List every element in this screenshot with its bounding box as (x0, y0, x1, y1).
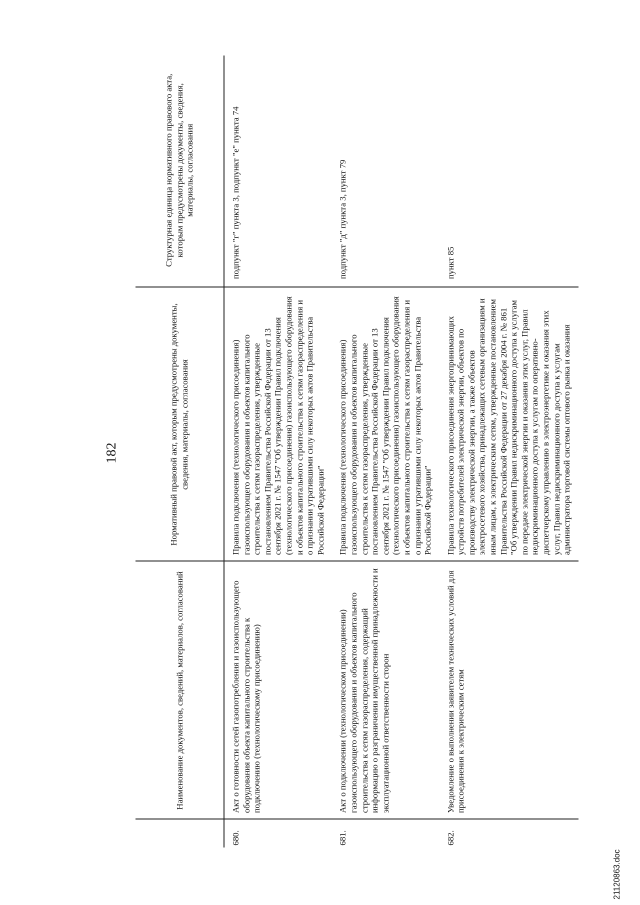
header-normative-act: Нормативный правовой акт, которым предусмотрены документы, сведения, материалы, согласования (135, 287, 224, 561)
row-number: 682. (444, 829, 455, 845)
row-number: 680. (230, 829, 240, 845)
row-number: 681. (337, 829, 348, 845)
page-number: 182 (104, 442, 119, 463)
row-document-name: Акт о подключении (технологическом присоединении) газоиспользующего оборудования и объектов капитального строительства к сетям газораспределения, содержащий информацию о разграничении имущественной принадлежности и эксплуатационной ответственности сторон (331, 561, 438, 819)
table-row (331, 55, 438, 847)
table-row (439, 55, 578, 847)
document-file-code: 21120863.doc (612, 848, 621, 899)
row-structural-unit: подпункт "д" пункта 3, пункт 79 (331, 55, 438, 287)
row-normative-act: Правила подключения (технологического присоединения) газоиспользующего оборудования и объектов капитального строительства к сетям газораспределения, утвержденные постановлением Правительства Российской Федерации от 13 сентября 2021 г. № 1547 "Об утверждении Правил подключения (технологического присоединения) газоиспользующего оборудования и объектов капитального строительства к сетям газораспределения и о признании утратившими силу некоторых актов Правительства Российской Федерации" (331, 287, 438, 561)
row-document-name: Уведомление о выполнении заявителем технических условий для присоединения к электрическим сетям (439, 561, 578, 819)
header-number (135, 819, 224, 847)
row-document-name: Акт о готовности сетей газопотребления и газоиспользующего оборудования объекта капитального строительства к подключению (технологическому присоединению) (224, 561, 332, 819)
table-row (224, 55, 332, 847)
row-structural-unit: пункт 85 (439, 55, 578, 287)
documents-table (135, 55, 578, 847)
header-document-name: Наименование документов, сведений, материалов, согласований (135, 561, 224, 819)
row-normative-act: Правила подключения (технологического присоединения) газоиспользующего оборудования и объектов капитального строительства к сетям газораспределения, утвержденные постановлением Правительства Российской Федерации от 13 сентября 2021 г. № 1547 "Об утверждении Правил подключения (технологического присоединения) газоиспользующего оборудования и объектов капитального строительства к сетям газораспределения и о признании утратившими силу некоторых актов Правительства Российской Федерации" (224, 287, 332, 561)
row-structural-unit: подпункт "г" пункта 3, подпункт "е" пункта 74 (224, 55, 332, 287)
header-structural-unit: Структурная единица нормативного правового акта, которым предусмотрены документы, сведения, материалы, согласования (135, 55, 224, 287)
row-normative-act: Правила технологического присоединения энергопринимающих устройств потребителей электрической энергии, объектов по производству электрической энергии, а также объектов электросетевого хозяйства, принадлежащих сетевым организациям и иным лицам, к электрическим сетям, утвержденные постановлением Правительства Российской Федерации от 27 декабря 2004 г. № 861 "Об утверждении Правил недискриминационного доступа к услугам по передаче электрической энергии и оказания этих услуг, Правил недискриминационного доступа к услугам по оперативно-диспетчерскому управлению в электроэнергетике и оказания этих услуг, Правил недискриминационного доступа к услугам администратора торговой системы оптового рынка и оказания (439, 287, 578, 561)
table-header-row (135, 55, 224, 847)
